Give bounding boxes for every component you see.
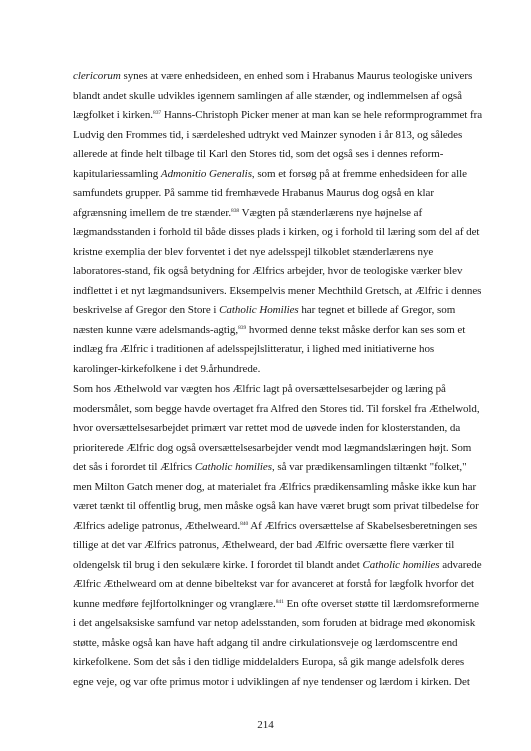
text-line — [73, 165, 485, 185]
text-segment: næsten kunne være adelsmands-agtig, — [73, 323, 239, 336]
footnote-reference: 841 — [275, 598, 284, 605]
page-number: 214 — [257, 719, 274, 731]
text-segment: advarede — [439, 558, 482, 571]
text-line — [73, 556, 485, 576]
text-segment: det sås i forordet til Ælfrics — [73, 461, 195, 473]
paragraph-1 — [73, 67, 485, 379]
text-line — [73, 223, 485, 243]
text-line — [73, 184, 485, 204]
text-segment: allerede at finde helt tilbage til Karl den Stores tid, som det også ses i dennes reform- — [73, 148, 444, 160]
text-segment: beskrivelse af Gregor den Store i — [73, 304, 220, 316]
text-segment: samfundets grupper. På samme tid fremhævede Hrabanus Maurus dog også en klar — [73, 187, 434, 199]
text-segment: lægfolket i kirken. — [73, 109, 154, 121]
footnote-reference: 837 — [153, 110, 162, 116]
text-segment: støtte, måske også kan have haft adgang til andre cirkulationsveje og lærdomscentre end — [73, 636, 458, 649]
text-line — [73, 634, 485, 654]
text-line — [73, 126, 485, 146]
text-segment: men Milton Gatch mener dog, at materialet fra Ælfrics prædikensamling måske ikke kun har — [73, 480, 477, 493]
text-line — [73, 478, 485, 498]
italic-title: Catholic homilies — [362, 558, 440, 571]
text-segment: prioriterede Ælfric dog også oversættelsesarbejder vendt mod lægmandslæringen højt. Som — [73, 441, 472, 454]
text-line — [73, 106, 485, 126]
text-segment: indlæg fra Ælfric i traditionen af adelsspejlslitteratur, i lighed med initiativerne hos — [73, 343, 435, 355]
text-segment: tillige at det var Ælfrics patronus, Æthelweard, der bad Ælfric oversætte flere værker til — [73, 539, 455, 551]
text-line — [73, 262, 485, 282]
text-segment: Vægten på stænderlærens nye højnelse af — [239, 206, 423, 219]
text-segment: modersmålet, som begge havde overtaget fra Alfred den Stores tid. Til forskel fra Æthelwold, — [73, 402, 480, 415]
text-line — [73, 380, 485, 400]
text-segment: været tænkt til offentlig brug, men måske også kan have været brugt som privat tilbedelse for — [73, 500, 479, 512]
text-line — [73, 340, 485, 360]
text-line — [73, 595, 485, 615]
text-segment: oldengelsk til brug i den sekulære kirke. I forordet til blandt andet — [73, 558, 363, 571]
text-line — [73, 400, 485, 420]
text-line — [73, 517, 485, 537]
text-segment: lægmandsstanden i forhold til både disses plads i kirken, og i forhold til læring som del af det — [73, 226, 480, 238]
italic-title: Catholic Homilies — [219, 304, 299, 316]
text-line — [73, 360, 485, 380]
footnote-reference: 839 — [238, 324, 247, 331]
footnote-reference: 840 — [240, 520, 249, 527]
text-line — [73, 145, 485, 165]
text-segment: Ælfrics adelige patronus, Æthelweard. — [73, 519, 241, 532]
text-segment: Hanns-Christoph Picker mener at man kan se hele reformprogrammet fra — [161, 109, 483, 121]
text-segment: , så var prædikensamlingen tiltænkt "folket," — [271, 461, 467, 473]
text-segment: egne veje, og var ofte primus motor i udviklingen af nye tendenser og lærdom i kirken. Det — [73, 675, 470, 688]
italic-title: Catholic homilies — [194, 461, 272, 473]
text-segment: Af Ælfrics oversættelse af Skabelsesberetningen ses — [248, 519, 478, 532]
text-line — [73, 458, 485, 478]
text-line — [73, 67, 485, 87]
text-line — [73, 243, 485, 263]
text-segment: Ludvig den Frommes tid, i særdeleshed udtrykt ved Mainzer synoden i år 813, og således — [73, 128, 463, 141]
text-line — [73, 204, 485, 224]
text-line — [73, 575, 485, 595]
text-segment: karolinger-kirkefolkene i det 9.århundrede. — [73, 362, 261, 375]
text-line — [73, 614, 485, 634]
text-line — [73, 301, 485, 321]
text-segment: blandt andet skulle udvikles igennem samlingen af alle stænder, og indlemmelsen af også — [73, 89, 462, 102]
text-segment: laboratores-stand, fik også betydning for Ælfrics arbejder, hvor de teologiske værker blev — [73, 265, 463, 277]
text-segment: kunne medføre fejlfortolkninger og vranglære. — [73, 597, 276, 610]
text-segment: indflettet i et nyt lægmandsunivers. Eksempelvis mener Mechthild Gretsch, at Ælfric i dennes — [73, 284, 482, 297]
text-line — [73, 282, 485, 302]
text-line — [73, 419, 485, 439]
text-segment: afgrænsning imellem de tre stænder. — [73, 206, 232, 219]
text-line — [73, 673, 485, 693]
text-segment: hvormed denne tekst måske derfor kan ses som et — [246, 323, 466, 336]
text-segment: kirkefolkene. Som det sås i den tidlige middelalders Europa, så gik mange adelsfolk deres — [73, 656, 465, 668]
paragraph-2 — [73, 380, 485, 692]
text-line — [73, 497, 485, 517]
text-segment: Ælfric Æthelweard om at denne bibeltekst var for avanceret at forstå for lægfolk hvorfor det — [73, 578, 475, 590]
text-segment: kapitulariessamling — [73, 167, 161, 180]
text-line — [73, 653, 485, 673]
text-line — [73, 87, 485, 107]
text-segment: Som hos Æthelwold var vægten hos Ælfric lagt på oversættelsesarbejder og læring på — [73, 383, 446, 395]
text-segment: hvor oversættelsesarbejdet primært var rettet mod de uøvede inden for klosterstanden, da — [73, 422, 461, 434]
text-segment: En ofte overset støtte til lærdomsreformerne — [283, 597, 479, 610]
text-segment: synes at være enhedsideen, en enhed som i Hrabanus Maurus teologiske univers — [120, 70, 473, 82]
italic-title: clericorum — [73, 70, 121, 82]
footnote-reference: 838 — [231, 207, 240, 214]
text-segment: , som et forsøg på at fremme enhedsideen for alle — [251, 167, 467, 180]
italic-title: Admonitio Generalis — [160, 167, 252, 180]
text-line — [73, 439, 485, 459]
text-line — [73, 321, 485, 341]
text-segment: kristne exemplia der blev forventet i det nye adelsspejl tilkoblet stænderlærens nye — [73, 245, 434, 258]
text-segment: har tegnet et billede af Gregor, som — [298, 304, 456, 316]
text-segment: i det angelsaksiske samfund var netop adelsstanden, som foruden at bidrage med økonomisk — [73, 617, 476, 629]
text-line — [73, 536, 485, 556]
